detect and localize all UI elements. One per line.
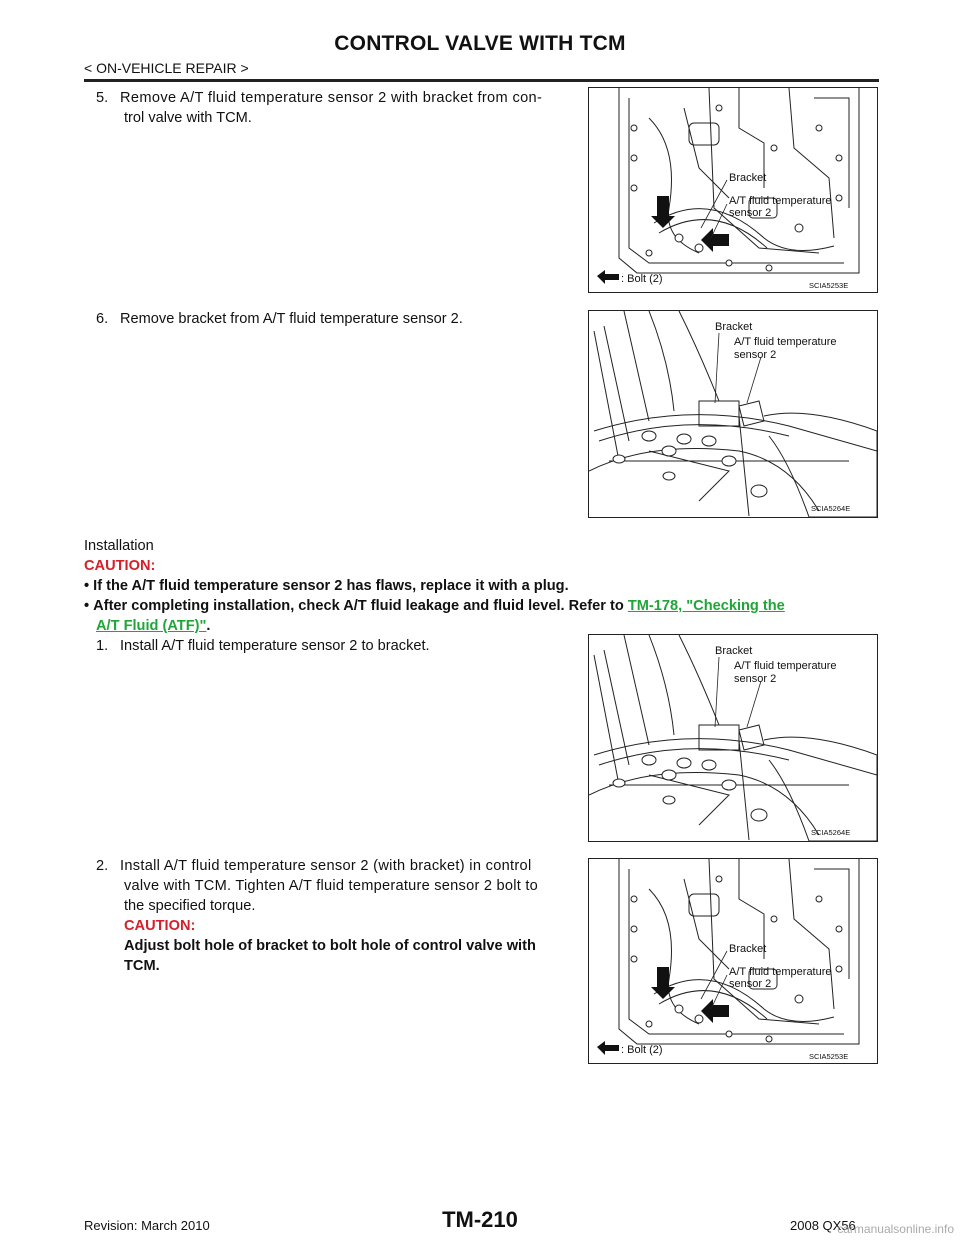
step-text: Remove bracket from A/T fluid temperature sensor 2. [120, 311, 463, 327]
label-bracket: Bracket [715, 645, 753, 657]
figure-control-valve-2 [588, 858, 878, 1064]
bullet-text: If the A/T fluid temperature sensor 2 has flaws, replace it with a plug. [93, 578, 569, 594]
reference-link-cont[interactable]: A/T Fluid (ATF)" [96, 618, 207, 634]
figure-code: SCIA5253E [809, 1052, 849, 1061]
step-number: 1. [96, 638, 109, 654]
step-text: Install A/T fluid temperature sensor 2 (with bracket) in control [120, 858, 532, 874]
label-sensor-line1: A/T fluid temperature [729, 966, 832, 978]
step-caution-label: CAUTION: [124, 918, 196, 934]
figure-code: SCIA5264E [811, 504, 851, 513]
label-sensor-line1: A/T fluid temperature [734, 660, 837, 672]
installation-heading: Installation [84, 538, 154, 554]
step-6 [96, 309, 576, 329]
bullet-end: . [206, 618, 211, 634]
label-sensor-line2: sensor 2 [734, 349, 777, 361]
figure-sensor-bracket-2 [588, 634, 878, 842]
step-5 [96, 88, 576, 128]
breadcrumb: < ON-VEHICLE REPAIR > [84, 60, 249, 76]
label-sensor-line1: A/T fluid temperature [729, 195, 832, 207]
figure-sensor-bracket-1 [588, 310, 878, 518]
bullet-icon: • [84, 578, 94, 594]
figure-code: SCIA5253E [809, 281, 849, 290]
arrow-bolt-2-icon [701, 228, 729, 252]
label-sensor-line2: sensor 2 [734, 673, 777, 685]
step-text-cont: valve with TCM. Tighten A/T fluid temperature sensor 2 bolt to [124, 878, 539, 894]
sensor-bracket-illustration [589, 635, 877, 841]
step-number: 5. [96, 90, 109, 106]
label-bracket: Bracket [715, 321, 753, 333]
bullet-text: After completing installation, check A/T fluid leakage and fluid level. Refer to [93, 598, 628, 614]
step-caution-text: Adjust bolt hole of bracket to bolt hole of control valve with [124, 938, 536, 954]
footer-model: 2008 QX56 [790, 1218, 856, 1233]
label-sensor-line2: sensor 2 [729, 978, 772, 990]
control-valve-illustration [589, 859, 877, 1063]
arrow-legend-icon [597, 1041, 619, 1055]
caution-bullet-1 [84, 576, 884, 596]
bullet-icon: • [84, 598, 94, 614]
label-bolt-legend: : Bolt (2) [621, 273, 663, 285]
label-bolt-legend: : Bolt (2) [621, 1044, 663, 1056]
label-bracket: Bracket [729, 943, 767, 955]
step-text-cont: trol valve with TCM. [124, 110, 252, 126]
arrow-bolt-2-icon [701, 999, 729, 1023]
figure-code: SCIA5264E [811, 828, 851, 837]
footer-page-number: TM-210 [442, 1207, 518, 1232]
label-sensor-line1: A/T fluid temperature [734, 336, 837, 348]
watermark: carmanualsonline.info [837, 1222, 954, 1236]
step-text: Install A/T fluid temperature sensor 2 to bracket. [120, 638, 430, 654]
step-text: Remove A/T fluid temperature sensor 2 with bracket from con- [120, 90, 543, 106]
figure-control-valve-1 [588, 87, 878, 293]
sensor-bracket-illustration [589, 311, 877, 517]
reference-link[interactable]: TM-178, "Checking the [627, 598, 785, 614]
step-number: 2. [96, 858, 109, 874]
caution-label: CAUTION: [84, 558, 156, 574]
header-rule [84, 79, 879, 82]
label-sensor-line2: sensor 2 [729, 207, 772, 219]
label-bracket: Bracket [729, 172, 767, 184]
page-title: CONTROL VALVE WITH TCM [334, 32, 626, 55]
arrow-legend-icon [597, 270, 619, 284]
step-text-cont: the specified torque. [124, 898, 256, 914]
control-valve-illustration [589, 88, 877, 292]
footer-revision: Revision: March 2010 [84, 1218, 210, 1233]
caution-bullet-2 [84, 596, 884, 636]
install-step-2 [96, 856, 576, 976]
step-caution-text-cont: TCM. [124, 958, 160, 974]
step-number: 6. [96, 311, 109, 327]
install-step-1 [96, 636, 576, 656]
